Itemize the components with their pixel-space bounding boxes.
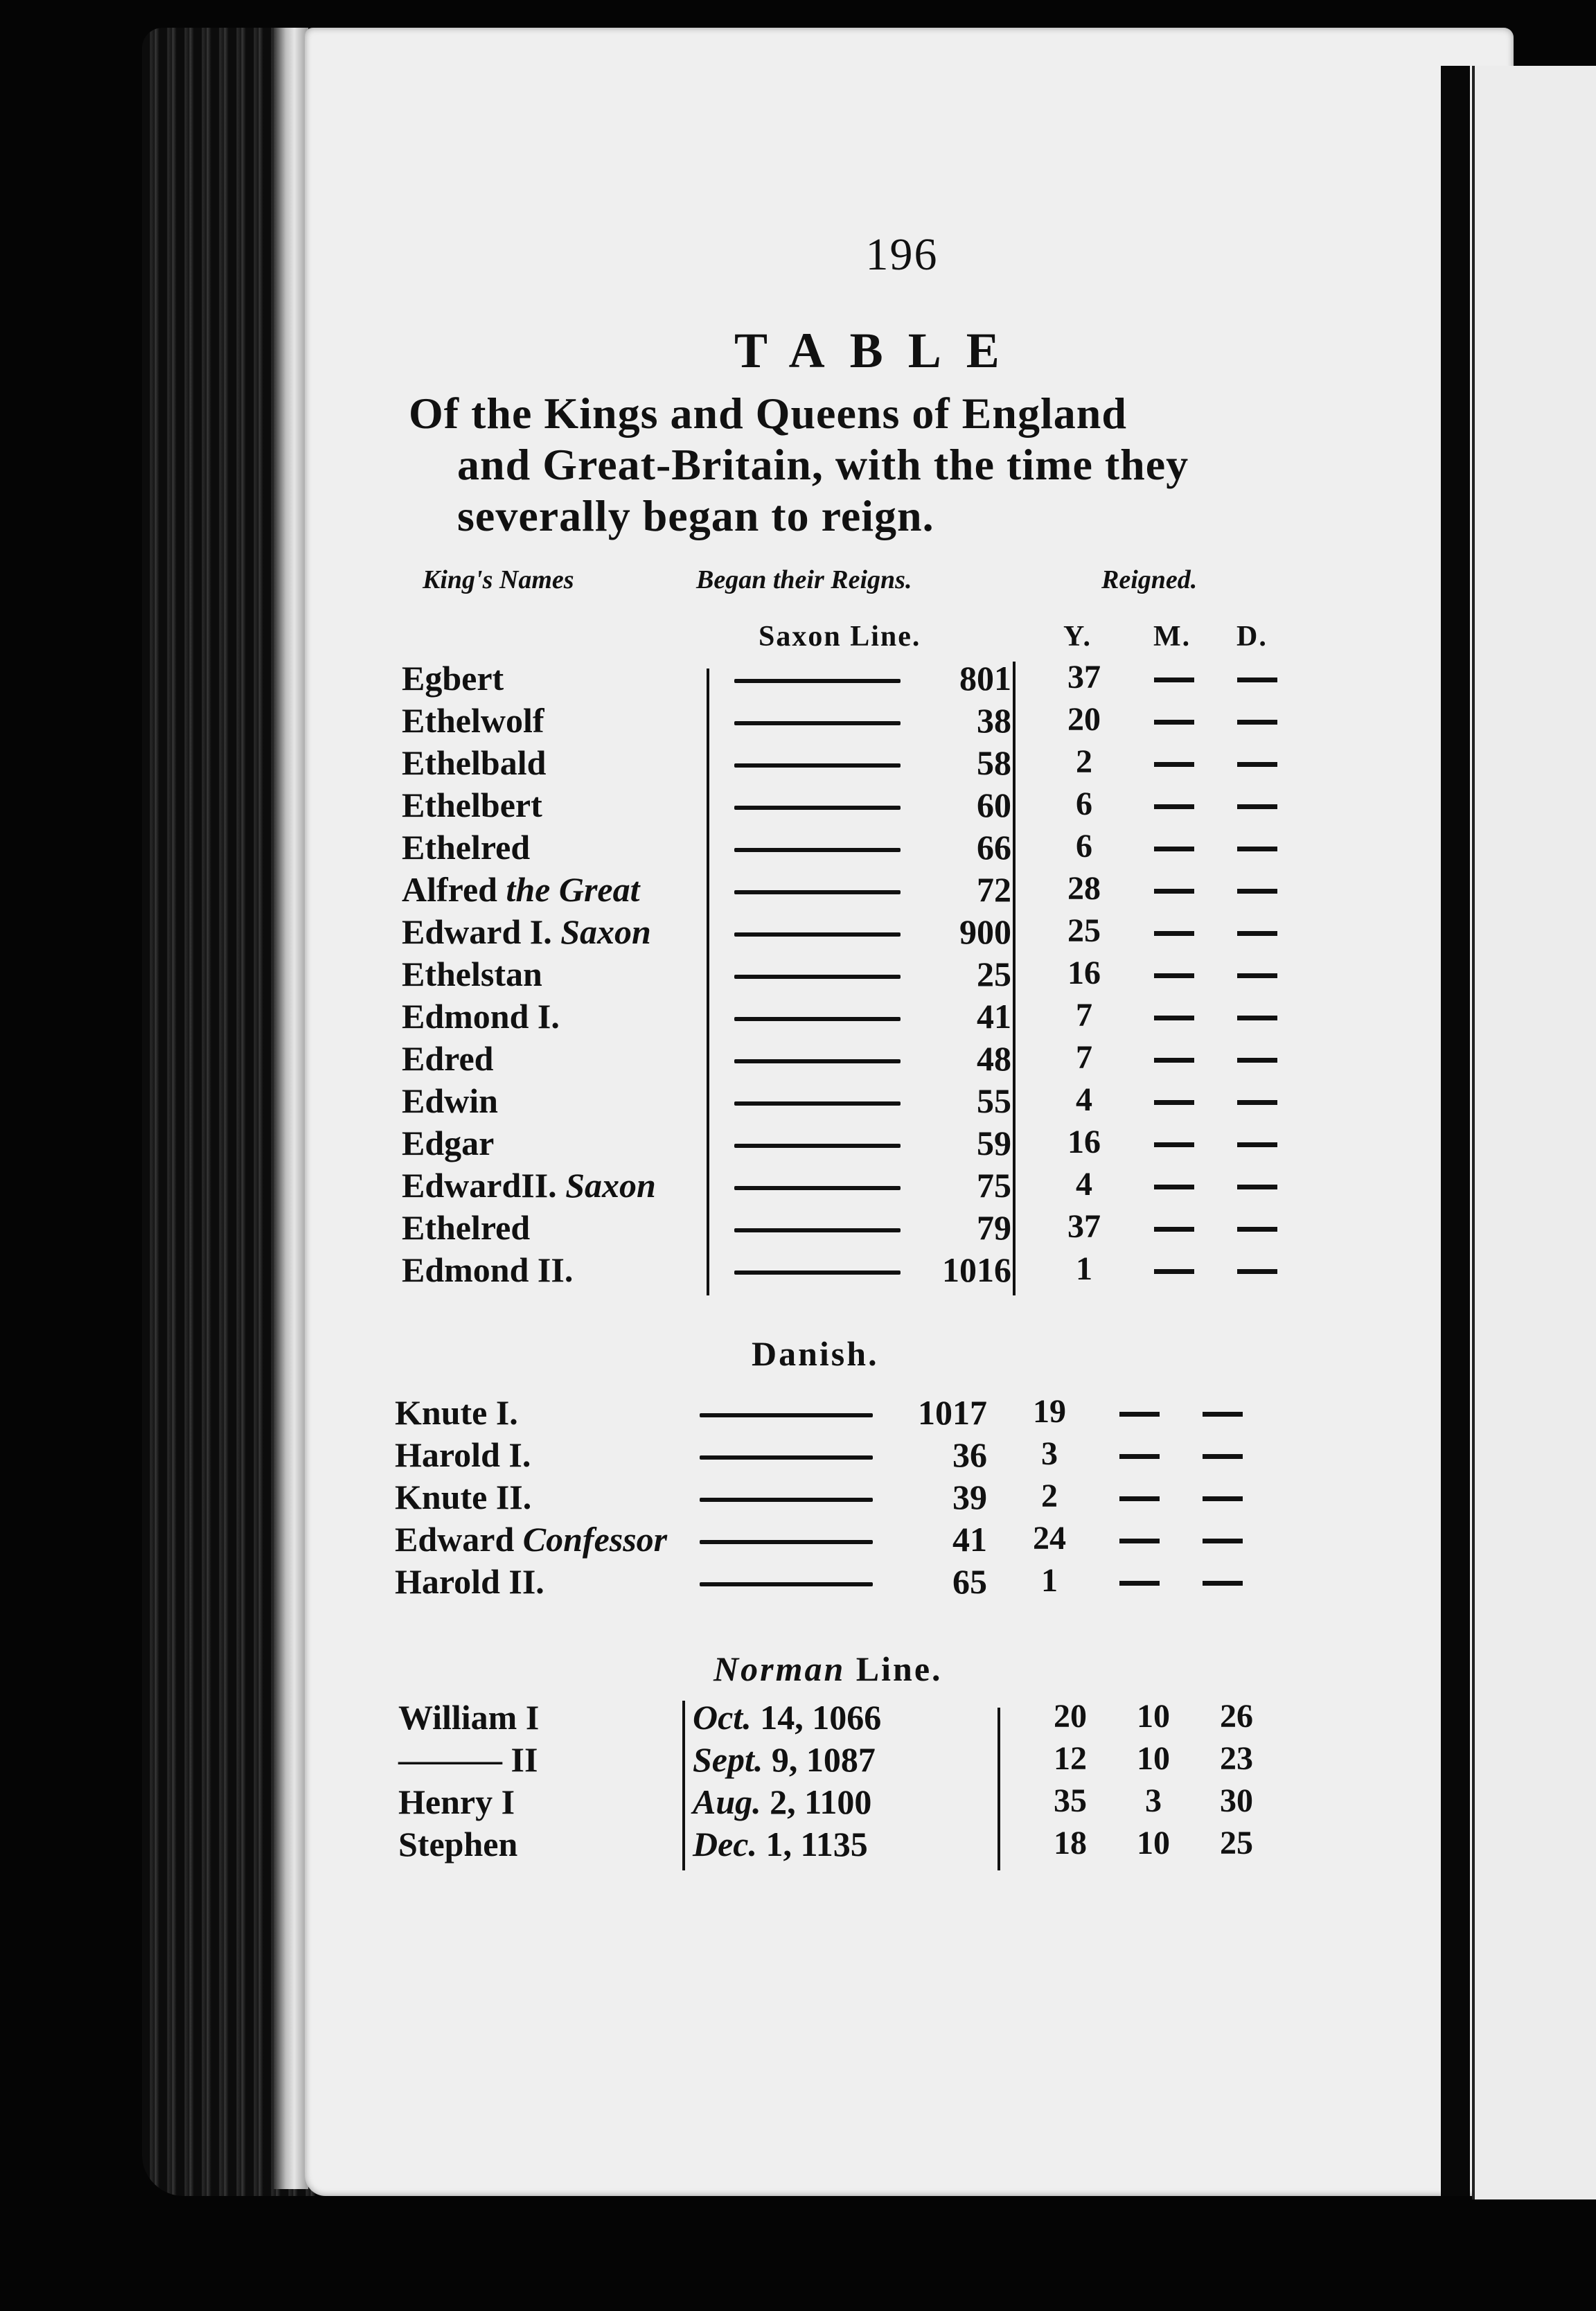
reign-days bbox=[1226, 1123, 1288, 1161]
began-date bbox=[693, 1739, 876, 1780]
king-name-text: Knute II. bbox=[395, 1478, 532, 1516]
table-row bbox=[0, 1123, 1596, 1165]
began-year: 58 bbox=[977, 743, 1011, 782]
section-label-saxon: Saxon Line. bbox=[759, 621, 921, 653]
reign-days bbox=[1226, 785, 1288, 823]
began-year: 59 bbox=[977, 1124, 1011, 1162]
reign-years: 6 bbox=[1076, 786, 1092, 822]
dash-mark bbox=[1154, 1058, 1194, 1063]
began-year: 900 bbox=[959, 912, 1011, 951]
reign-years: 16 bbox=[1067, 955, 1101, 991]
began-year: 66 bbox=[977, 828, 1011, 867]
reign-months bbox=[1143, 954, 1205, 992]
reign-months: 10 bbox=[1137, 1698, 1170, 1735]
table-row bbox=[0, 1081, 1596, 1122]
table-heading: TABLE bbox=[734, 323, 1025, 378]
reign-months bbox=[1108, 1519, 1171, 1557]
reign-months bbox=[1143, 743, 1205, 781]
reign-years: 24 bbox=[1033, 1520, 1066, 1557]
title-line-1: Of the Kings and Queens of England bbox=[409, 389, 1127, 438]
reign-days bbox=[1226, 996, 1288, 1034]
leader-rule bbox=[734, 679, 901, 683]
dash-mark bbox=[1154, 1227, 1194, 1232]
began-month: Sept. bbox=[693, 1740, 763, 1779]
reign-days bbox=[1226, 1081, 1288, 1119]
table-row bbox=[0, 1038, 1596, 1080]
king-name bbox=[402, 954, 542, 994]
began-day-year: 2, 1100 bbox=[770, 1782, 872, 1821]
dash-mark bbox=[1154, 847, 1194, 851]
reign-years: 28 bbox=[1067, 870, 1101, 907]
dash-mark bbox=[1237, 1185, 1277, 1189]
began-year: 41 bbox=[952, 1520, 987, 1559]
king-name bbox=[402, 1123, 494, 1163]
king-name bbox=[395, 1477, 531, 1517]
dash-mark bbox=[1119, 1454, 1160, 1459]
king-name bbox=[402, 869, 640, 910]
leader-rule bbox=[734, 1228, 901, 1232]
king-epithet: Confessor bbox=[522, 1520, 668, 1559]
leader-rule bbox=[734, 932, 901, 937]
king-name: Stephen bbox=[398, 1825, 518, 1863]
dash-mark bbox=[1203, 1454, 1243, 1459]
king-name-text: Egbert bbox=[402, 659, 504, 698]
began-year: 48 bbox=[977, 1039, 1011, 1078]
dash-mark bbox=[1237, 1142, 1277, 1147]
king-name bbox=[402, 996, 560, 1036]
dash-mark bbox=[1154, 931, 1194, 936]
reign-months bbox=[1143, 1081, 1205, 1119]
table-row bbox=[0, 700, 1596, 742]
reign-years: 16 bbox=[1067, 1124, 1101, 1160]
leader-rule bbox=[734, 763, 901, 768]
dash-mark bbox=[1154, 1269, 1194, 1274]
began-year: 55 bbox=[977, 1081, 1011, 1120]
dash-mark bbox=[1237, 720, 1277, 725]
dash-mark bbox=[1237, 762, 1277, 767]
norman-label-rest: Line. bbox=[855, 1649, 943, 1688]
table-row bbox=[0, 785, 1596, 826]
began-year: 36 bbox=[952, 1435, 987, 1474]
dash-mark bbox=[1237, 847, 1277, 851]
king-name bbox=[402, 1081, 498, 1121]
reign-days bbox=[1226, 869, 1288, 907]
dash-mark bbox=[1154, 804, 1194, 809]
reign-months bbox=[1143, 869, 1205, 907]
dash-mark bbox=[1119, 1539, 1160, 1543]
king-name bbox=[402, 827, 530, 867]
reign-years: 25 bbox=[1067, 912, 1101, 949]
reign-months bbox=[1143, 996, 1205, 1034]
table-row bbox=[0, 1561, 1596, 1603]
began-year: 72 bbox=[977, 870, 1011, 909]
began-day-year: 1, 1135 bbox=[765, 1825, 868, 1863]
table-row bbox=[0, 743, 1596, 784]
reign-days: 26 bbox=[1220, 1698, 1253, 1735]
began-year: 41 bbox=[977, 997, 1011, 1036]
king-name bbox=[402, 743, 546, 783]
reign-years: 4 bbox=[1076, 1166, 1092, 1203]
table-row bbox=[0, 658, 1596, 700]
began-date bbox=[693, 1697, 881, 1737]
reign-months bbox=[1143, 1123, 1205, 1161]
leader-rule bbox=[734, 1270, 901, 1275]
leader-rule bbox=[734, 1186, 901, 1190]
began-year: 25 bbox=[977, 955, 1011, 993]
dash-mark bbox=[1119, 1412, 1160, 1417]
leader-rule bbox=[734, 1059, 901, 1063]
began-year: 39 bbox=[952, 1478, 987, 1516]
title-line-3: severally began to reign. bbox=[457, 491, 934, 540]
reign-years: 3 bbox=[1041, 1435, 1058, 1472]
table-row bbox=[0, 1739, 1596, 1781]
reign-days bbox=[1226, 954, 1288, 992]
king-name: William I bbox=[398, 1698, 540, 1737]
began-year: 75 bbox=[977, 1166, 1011, 1205]
king-name-text: Edmond I. bbox=[402, 997, 560, 1036]
reign-days: 30 bbox=[1220, 1782, 1253, 1819]
reign-years: 35 bbox=[1054, 1782, 1087, 1819]
reign-months bbox=[1108, 1392, 1171, 1431]
dash-mark bbox=[1237, 678, 1277, 682]
table-row bbox=[0, 1392, 1596, 1434]
reign-days: 25 bbox=[1220, 1825, 1253, 1861]
reign-months bbox=[1143, 1038, 1205, 1077]
dash-mark bbox=[1237, 931, 1277, 936]
king-name-text: Edmond II. bbox=[402, 1250, 574, 1289]
reign-days bbox=[1226, 1165, 1288, 1203]
reign-months bbox=[1108, 1561, 1171, 1600]
table-row bbox=[0, 1782, 1596, 1823]
king-name bbox=[402, 912, 651, 952]
began-day-year: 14, 1066 bbox=[760, 1698, 882, 1737]
king-name-text: Harold II. bbox=[395, 1562, 544, 1601]
king-name-text: Harold I. bbox=[395, 1435, 531, 1474]
reign-years: 6 bbox=[1076, 828, 1092, 865]
dash-mark bbox=[1237, 973, 1277, 978]
column-header-months: M. bbox=[1153, 621, 1191, 653]
king-name: ——— II bbox=[398, 1740, 538, 1779]
reign-years: 4 bbox=[1076, 1081, 1092, 1118]
table-row bbox=[0, 1824, 1596, 1866]
king-epithet: Saxon bbox=[565, 1166, 656, 1205]
king-name-text: Ethelbert bbox=[402, 786, 542, 824]
leader-rule bbox=[734, 1101, 901, 1106]
reign-months bbox=[1143, 912, 1205, 950]
reign-years: 20 bbox=[1054, 1698, 1087, 1735]
leader-rule bbox=[700, 1498, 873, 1502]
reign-months: 10 bbox=[1137, 1740, 1170, 1777]
reign-years: 12 bbox=[1054, 1740, 1087, 1777]
leader-rule bbox=[734, 890, 901, 894]
began-date bbox=[693, 1782, 871, 1822]
table-title bbox=[409, 388, 1351, 542]
began-month: Oct. bbox=[693, 1698, 752, 1737]
king-name bbox=[402, 785, 542, 825]
king-name bbox=[402, 1207, 530, 1248]
dash-mark bbox=[1237, 1016, 1277, 1020]
reign-days: 23 bbox=[1220, 1740, 1253, 1777]
king-name-text: Edwin bbox=[402, 1081, 498, 1120]
king-name-text: Alfred bbox=[402, 870, 497, 909]
king-name bbox=[402, 658, 504, 698]
king-name bbox=[402, 1165, 656, 1205]
dash-mark bbox=[1237, 1100, 1277, 1105]
dash-mark bbox=[1154, 1142, 1194, 1147]
table-row bbox=[0, 1250, 1596, 1291]
reign-days bbox=[1191, 1392, 1254, 1431]
began-year: 801 bbox=[959, 659, 1011, 698]
reign-years: 1 bbox=[1041, 1562, 1058, 1599]
column-header-years: Y. bbox=[1063, 621, 1092, 653]
table-row bbox=[0, 1519, 1596, 1561]
leader-rule bbox=[734, 806, 901, 810]
dash-mark bbox=[1203, 1412, 1243, 1417]
table-row bbox=[0, 827, 1596, 869]
king-name bbox=[395, 1392, 518, 1433]
king-name-text: Ethelbald bbox=[402, 743, 547, 782]
leader-rule bbox=[700, 1455, 873, 1460]
reign-years: 2 bbox=[1076, 743, 1092, 780]
table-row bbox=[0, 1435, 1596, 1476]
reign-days bbox=[1226, 1038, 1288, 1077]
dash-mark bbox=[1154, 678, 1194, 682]
reign-days bbox=[1226, 700, 1288, 738]
reign-months: 10 bbox=[1137, 1825, 1170, 1861]
reign-days bbox=[1191, 1519, 1254, 1557]
king-name-text: Edred bbox=[402, 1039, 494, 1078]
reign-days bbox=[1191, 1561, 1254, 1600]
king-name bbox=[402, 700, 544, 741]
reign-months: 3 bbox=[1145, 1782, 1162, 1819]
reign-days bbox=[1226, 658, 1288, 696]
norman-label-italic: Norman bbox=[713, 1649, 846, 1688]
king-name-text: Ethelred bbox=[402, 1208, 531, 1247]
reign-months bbox=[1143, 658, 1205, 696]
reign-years: 2 bbox=[1041, 1478, 1058, 1514]
title-line-2: and Great-Britain, with the time they bbox=[457, 440, 1189, 489]
column-header-days: D. bbox=[1236, 621, 1268, 653]
began-month: Dec. bbox=[693, 1825, 757, 1863]
leader-rule bbox=[700, 1413, 873, 1417]
reign-days bbox=[1226, 743, 1288, 781]
king-name bbox=[395, 1519, 667, 1559]
reign-years: 18 bbox=[1054, 1825, 1087, 1861]
column-header-reigned: Reigned. bbox=[1101, 565, 1198, 594]
dash-mark bbox=[1237, 1227, 1277, 1232]
dash-mark bbox=[1203, 1496, 1243, 1501]
reign-years: 37 bbox=[1067, 659, 1101, 696]
leader-rule bbox=[700, 1540, 873, 1544]
dash-mark bbox=[1119, 1496, 1160, 1501]
leader-rule bbox=[734, 721, 901, 725]
table-row bbox=[0, 1207, 1596, 1249]
dash-mark bbox=[1237, 804, 1277, 809]
table-row bbox=[0, 1477, 1596, 1518]
section-label-danish: Danish. bbox=[752, 1334, 879, 1373]
reign-months bbox=[1143, 700, 1205, 738]
began-year: 1016 bbox=[942, 1250, 1011, 1289]
began-month: Aug. bbox=[693, 1782, 761, 1821]
table-row bbox=[0, 1165, 1596, 1207]
reign-years: 7 bbox=[1076, 1039, 1092, 1076]
king-name-text: Edward bbox=[395, 1520, 515, 1559]
king-name bbox=[402, 1250, 573, 1290]
dash-mark bbox=[1154, 1185, 1194, 1189]
king-name bbox=[402, 1038, 493, 1079]
reign-months bbox=[1143, 785, 1205, 823]
table-row bbox=[0, 996, 1596, 1038]
dash-mark bbox=[1119, 1581, 1160, 1586]
table-row bbox=[0, 869, 1596, 911]
dash-mark bbox=[1154, 762, 1194, 767]
reign-months bbox=[1143, 1250, 1205, 1288]
page-number: 196 bbox=[865, 229, 939, 280]
king-name-text: Edgar bbox=[402, 1124, 495, 1162]
began-year: 65 bbox=[952, 1562, 987, 1601]
king-name-text: Edward I. bbox=[402, 912, 552, 951]
reign-days bbox=[1226, 827, 1288, 865]
dash-mark bbox=[1237, 1058, 1277, 1063]
table-row bbox=[0, 912, 1596, 953]
reign-months bbox=[1108, 1477, 1171, 1515]
leader-rule bbox=[700, 1582, 873, 1586]
table-row bbox=[0, 1697, 1596, 1739]
section-label-norman bbox=[713, 1649, 943, 1689]
reign-months bbox=[1108, 1435, 1171, 1473]
dash-mark bbox=[1154, 889, 1194, 894]
king-name-text: Ethelwolf bbox=[402, 701, 544, 740]
reign-years: 37 bbox=[1067, 1208, 1101, 1245]
leader-rule bbox=[734, 1144, 901, 1148]
column-header-names: King's Names bbox=[423, 565, 574, 594]
dash-mark bbox=[1237, 889, 1277, 894]
reign-years: 7 bbox=[1076, 997, 1092, 1034]
began-year: 60 bbox=[977, 786, 1011, 824]
column-header-began: Began their Reigns. bbox=[696, 565, 912, 594]
dash-mark bbox=[1237, 1269, 1277, 1274]
king-name-text: Ethelred bbox=[402, 828, 531, 867]
table-row bbox=[0, 954, 1596, 995]
reign-days bbox=[1226, 912, 1288, 950]
leader-rule bbox=[734, 848, 901, 852]
king-epithet: the Great bbox=[506, 870, 640, 909]
dash-mark bbox=[1203, 1539, 1243, 1543]
reign-years: 19 bbox=[1033, 1393, 1066, 1430]
reign-years: 20 bbox=[1067, 701, 1101, 738]
reign-days bbox=[1191, 1477, 1254, 1515]
leader-rule bbox=[734, 975, 901, 979]
king-name-text: EdwardII. bbox=[402, 1166, 557, 1205]
dash-mark bbox=[1203, 1581, 1243, 1586]
king-name-text: Knute I. bbox=[395, 1393, 518, 1432]
king-name bbox=[395, 1435, 531, 1475]
dash-mark bbox=[1154, 720, 1194, 725]
reign-months bbox=[1143, 827, 1205, 865]
king-name-text: Ethelstan bbox=[402, 955, 542, 993]
began-year: 38 bbox=[977, 701, 1011, 740]
reign-years: 1 bbox=[1076, 1250, 1092, 1287]
king-epithet: Saxon bbox=[560, 912, 651, 951]
leader-rule bbox=[734, 1017, 901, 1021]
reign-days bbox=[1226, 1207, 1288, 1246]
reign-days bbox=[1226, 1250, 1288, 1288]
began-year: 79 bbox=[977, 1208, 1011, 1247]
dash-mark bbox=[1154, 1100, 1194, 1105]
began-day-year: 9, 1087 bbox=[771, 1740, 876, 1779]
king-name bbox=[395, 1561, 544, 1602]
king-name: Henry I bbox=[398, 1782, 515, 1821]
reign-months bbox=[1143, 1207, 1205, 1246]
dash-mark bbox=[1154, 973, 1194, 978]
dash-mark bbox=[1154, 1016, 1194, 1020]
began-year: 1017 bbox=[918, 1393, 987, 1432]
began-date bbox=[693, 1824, 868, 1864]
reign-days bbox=[1191, 1435, 1254, 1473]
reign-months bbox=[1143, 1165, 1205, 1203]
